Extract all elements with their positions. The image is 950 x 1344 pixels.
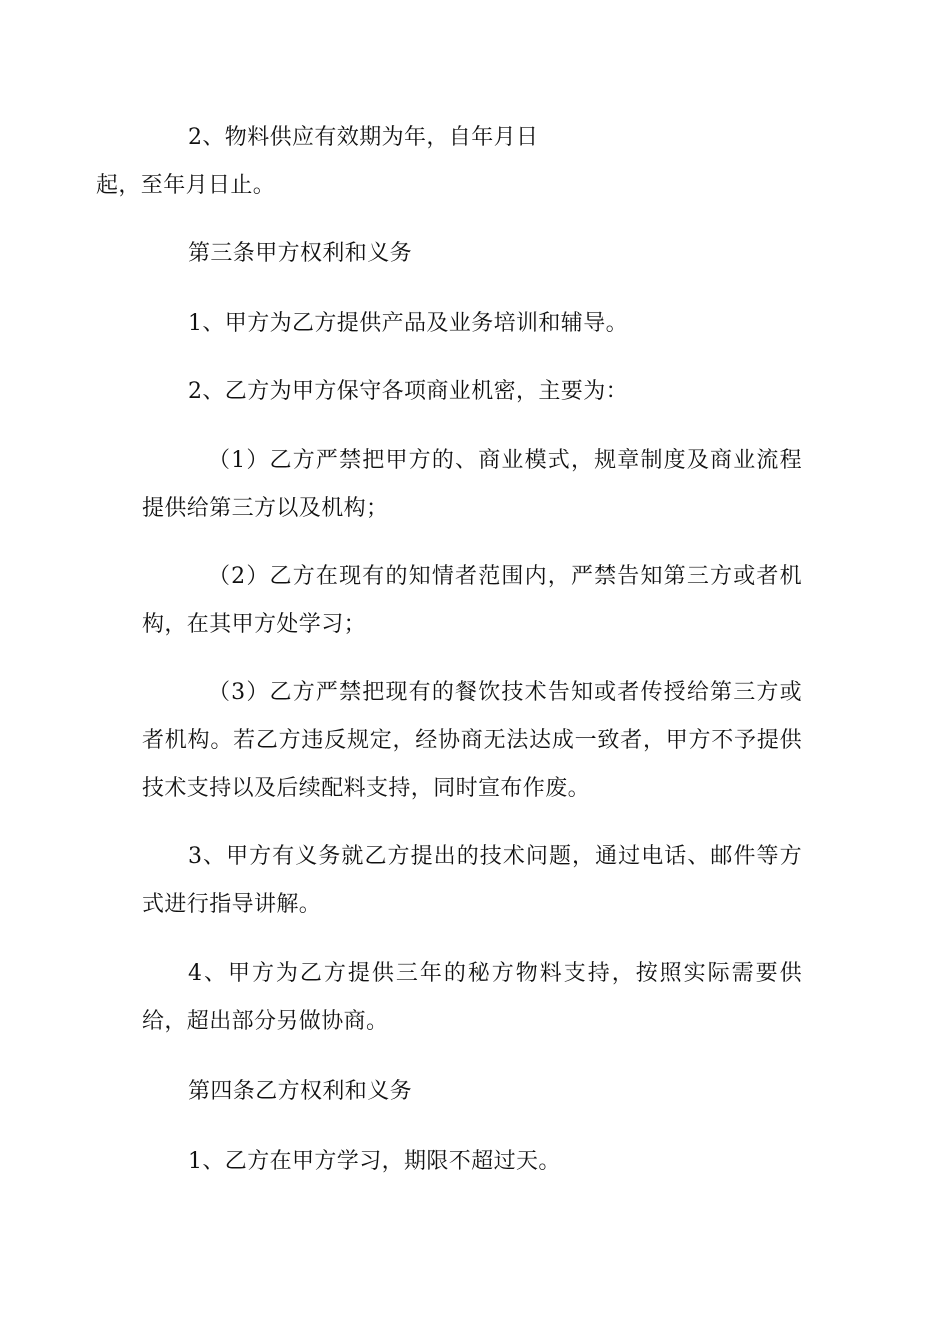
paragraph-a4: 4、甲方为乙方提供三年的秘方物料支持，按照实际需要供给，超出部分另做协商。 (142, 961, 802, 1034)
paragraph-a2: 2、乙方为甲方保守各项商业机密，主要为： (188, 379, 628, 404)
paragraph-a3: 3、甲方有义务就乙方提出的技术问题，通过电话、邮件等方式进行指导讲解。 (142, 844, 802, 917)
paragraph-a2-item3: （3）乙方严禁把现有的餐饮技术告知或者传授给第三方或者机构。若乙方违反规定，经协商无法达成一致者，甲方不予提供技术支持以及后续配料支持，同时宣布作废。 (142, 680, 802, 801)
paragraph-a2-item2: （2）乙方在现有的知情者范围内，严禁告知第三方或者机构，在其甲方处学习； (142, 564, 802, 637)
paragraph-line: 2、物料供应有效期为年，自年月日 (188, 125, 539, 150)
paragraph-a1: 1、甲方为乙方提供产品及业务培训和辅导。 (188, 311, 628, 336)
paragraph-b1: 1、乙方在甲方学习，期限不超过天。 (188, 1149, 561, 1174)
section-heading-party-b: 第四条乙方权利和义务 (188, 1079, 413, 1104)
section-heading-party-a: 第三条甲方权利和义务 (188, 241, 413, 266)
paragraph-a2-item1: （1）乙方严禁把甲方的、商业模式，规章制度及商业流程提供给第三方以及机构； (142, 448, 802, 521)
paragraph-line: 起，至年月日止。 (96, 173, 276, 198)
paragraph-supply-validity (96, 114, 802, 210)
